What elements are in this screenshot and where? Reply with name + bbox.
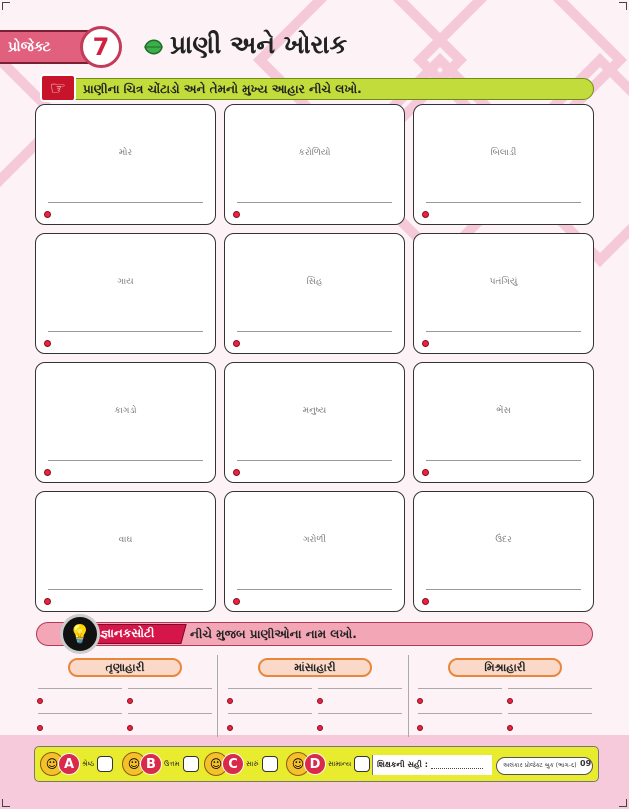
animal-name: મનુષ્ય xyxy=(302,406,327,416)
bullet-dot xyxy=(227,698,233,704)
animal-card[interactable] xyxy=(224,491,405,612)
crop-mark xyxy=(619,2,627,10)
category-label: મિશ્રાહારી xyxy=(484,660,526,674)
animal-name: ગરોળી xyxy=(302,535,327,545)
grade-checkbox[interactable] xyxy=(262,756,278,772)
grade-checkbox[interactable] xyxy=(97,756,113,772)
answer-line[interactable] xyxy=(426,202,581,203)
animal-name: ઉંદર xyxy=(495,535,512,545)
animal-card[interactable] xyxy=(35,104,216,225)
answer-line[interactable] xyxy=(48,331,203,332)
animal-name: પતંગિયું xyxy=(489,277,518,287)
grade-letter: A xyxy=(58,753,80,775)
grade-c xyxy=(204,752,278,776)
project-number: 7 xyxy=(92,33,110,61)
bullet-dot xyxy=(417,698,423,704)
column-divider xyxy=(408,655,409,737)
animal-card[interactable] xyxy=(413,104,594,225)
grade-letter: C xyxy=(222,753,244,775)
knowledge-label: જ્ઞાનકસોટી xyxy=(100,626,155,640)
animal-card[interactable] xyxy=(35,362,216,483)
knowledge-instruction: નીચે મુજબ પ્રાણીઓના નામ લખો. xyxy=(190,627,357,641)
answer-line[interactable] xyxy=(128,688,212,689)
answer-line[interactable] xyxy=(128,713,212,714)
bullet-dot xyxy=(507,725,513,731)
answer-line[interactable] xyxy=(38,688,122,689)
column-divider xyxy=(217,655,218,737)
leaf-icon xyxy=(142,36,164,58)
grade-b xyxy=(122,752,199,776)
animal-name: ગાય xyxy=(117,277,134,287)
category-carnivore xyxy=(258,658,372,677)
answer-line[interactable] xyxy=(228,688,312,689)
answer-line[interactable] xyxy=(237,589,392,590)
bullet-dot xyxy=(44,211,51,218)
animal-card[interactable] xyxy=(35,233,216,354)
grade-letter: D xyxy=(304,753,326,775)
bullet-dot xyxy=(37,725,43,731)
animal-card[interactable] xyxy=(413,233,594,354)
answer-line[interactable] xyxy=(38,713,122,714)
smiley-icon: ☺ xyxy=(286,752,310,776)
grade-checkbox[interactable] xyxy=(183,756,199,772)
answer-line[interactable] xyxy=(426,331,581,332)
answer-line[interactable] xyxy=(48,589,203,590)
project-number-badge xyxy=(80,26,122,68)
answer-line[interactable] xyxy=(418,688,502,689)
category-herbivore xyxy=(68,658,182,677)
grade-a xyxy=(40,752,113,776)
signature-label: શિક્ષકની સહી : xyxy=(377,760,428,769)
lightbulb-head-icon: 💡 xyxy=(60,614,100,654)
grade-checkbox[interactable] xyxy=(354,756,370,772)
bullet-dot xyxy=(422,598,429,605)
grade-d xyxy=(286,752,370,776)
bullet-dot xyxy=(127,698,133,704)
category-omnivore xyxy=(448,658,562,677)
animal-card[interactable] xyxy=(413,362,594,483)
bullet-dot xyxy=(227,725,233,731)
answer-line[interactable] xyxy=(318,713,402,714)
instruction-text: પ્રાણીના ચિત્ર ચોંટાડો અને તેમનો મુખ્ય આહાર નીચે લખો. xyxy=(83,81,362,96)
answer-line[interactable] xyxy=(318,688,402,689)
answer-line[interactable] xyxy=(48,202,203,203)
bullet-dot xyxy=(422,211,429,218)
animal-name: બિલાડી xyxy=(490,148,517,158)
bullet-dot xyxy=(233,211,240,218)
answer-line[interactable] xyxy=(418,713,502,714)
bullet-dot xyxy=(233,340,240,347)
signature-line[interactable] xyxy=(431,761,483,769)
answer-line[interactable] xyxy=(237,460,392,461)
bullet-dot xyxy=(37,698,43,704)
bullet-dot xyxy=(317,698,323,704)
book-title: અલંકાર પ્રોજેક્ટ બુક (ભાગ-૬) xyxy=(503,762,577,769)
answer-line[interactable] xyxy=(426,460,581,461)
animal-card[interactable] xyxy=(413,491,594,612)
bullet-dot xyxy=(233,598,240,605)
animal-name: સિંહ xyxy=(306,277,323,287)
signature-box[interactable] xyxy=(372,755,492,775)
pointing-hand-icon: ☞ xyxy=(40,74,76,102)
animal-name: વાઘ xyxy=(118,535,133,545)
animal-name: ભેંસ xyxy=(496,406,511,416)
animal-card[interactable] xyxy=(224,233,405,354)
smiley-icon: ☺ xyxy=(40,752,64,776)
bullet-dot xyxy=(422,340,429,347)
bullet-dot xyxy=(44,469,51,476)
smiley-icon: ☺ xyxy=(122,752,146,776)
bullet-dot xyxy=(44,340,51,347)
grade-letter: B xyxy=(140,753,162,775)
bullet-dot xyxy=(417,725,423,731)
grade-word: સારું xyxy=(246,759,259,768)
answer-line[interactable] xyxy=(237,202,392,203)
smiley-icon: ☺ xyxy=(204,752,228,776)
page-title: પ્રાણી અને ખોરાક xyxy=(170,30,348,59)
bullet-dot xyxy=(422,469,429,476)
answer-line[interactable] xyxy=(237,331,392,332)
answer-line[interactable] xyxy=(508,688,592,689)
grade-word: સામાન્ય xyxy=(328,759,352,768)
answer-line[interactable] xyxy=(426,589,581,590)
answer-line[interactable] xyxy=(228,713,312,714)
category-label: માંસાહારી xyxy=(294,660,336,674)
bullet-dot xyxy=(317,725,323,731)
bullet-dot xyxy=(507,698,513,704)
animal-name: કરોળિયો xyxy=(298,148,331,158)
bullet-dot xyxy=(127,725,133,731)
animal-name: કાગડો xyxy=(114,406,137,416)
grade-word: ઉત્તમ xyxy=(164,759,180,768)
grade-word: શ્રેષ્ઠ xyxy=(82,759,95,768)
crop-mark xyxy=(2,799,10,807)
book-title-box xyxy=(496,757,593,775)
project-label: પ્રોજેક્ટ xyxy=(8,39,51,55)
page-number: 09 xyxy=(580,759,592,768)
bullet-dot xyxy=(233,469,240,476)
animal-name: મોર xyxy=(118,148,133,158)
crop-mark xyxy=(619,799,627,807)
animal-card[interactable] xyxy=(224,104,405,225)
crop-mark xyxy=(2,2,10,10)
instruction-bar xyxy=(66,78,594,100)
animal-card[interactable] xyxy=(35,491,216,612)
animal-card[interactable] xyxy=(224,362,405,483)
bullet-dot xyxy=(44,598,51,605)
category-label: તૃણાહારી xyxy=(105,660,145,674)
answer-line[interactable] xyxy=(508,713,592,714)
answer-line[interactable] xyxy=(48,460,203,461)
